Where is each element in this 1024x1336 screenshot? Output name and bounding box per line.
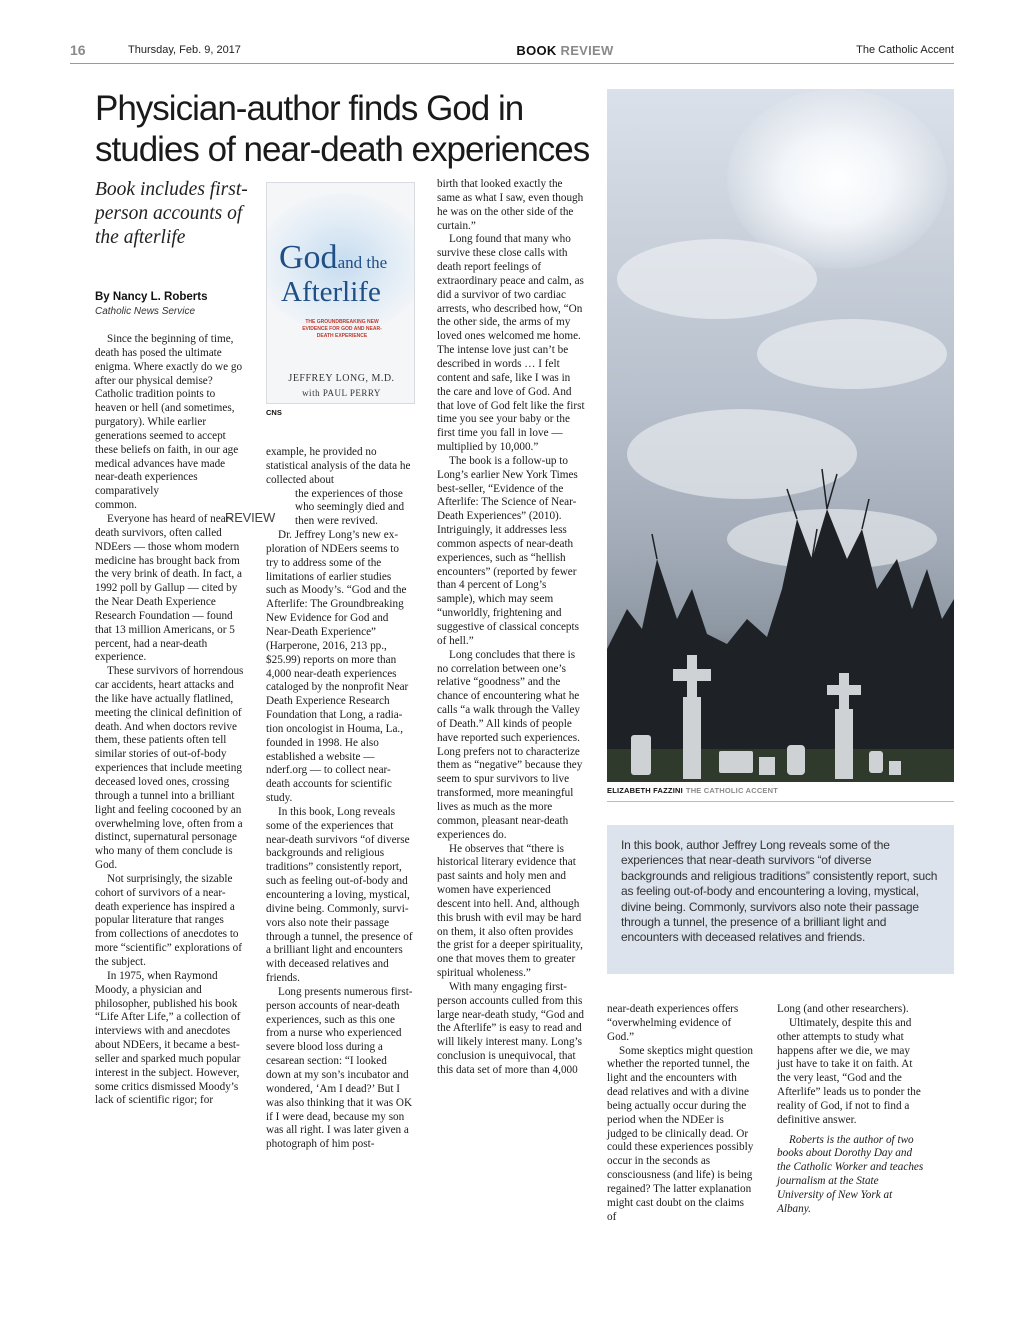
- pull-quote-box: In this book, author Jeffrey Long reveals some of the experiences that near-death survivors “of diverse backgrounds and religious traditions” consistently report, such as feeling out-of-body and encountering a loving, mystical, divine being. Commonly, survivors also note their passage through a tunnel, the presence of a brilliant light and encounters with deceased relatives and friends.: [607, 825, 954, 974]
- cover-title-god: God: [279, 239, 338, 276]
- deck: Book includes first-person accounts of the afterlife: [95, 179, 248, 248]
- section-word-review: REVIEW: [560, 43, 614, 58]
- paragraph-wrapped: the experiences of those who seemingly died and then were revived.: [295, 487, 405, 528]
- paragraph: Some skeptics might question whether the reported tunnel, the light and the encounters with dead relatives and with a divine being actually occur during the period when the NDEer is judged to be clinically dead. Or could these experiences possibly occur in the seconds as consciousness (and life) is being regained? The latter explanation might cast doubt on the claims of: [607, 1044, 754, 1223]
- book-cover-image: [266, 182, 415, 404]
- cover-subtitle: THE GROUNDBREAKING NEW EVIDENCE FOR GOD AND NEAR-DEATH EXPERIENCE: [302, 319, 382, 339]
- paragraph: Long (and other researchers).: [777, 1003, 909, 1015]
- book-cover-credit: CNS: [266, 408, 282, 417]
- paragraph: The book is a follow-up to Long’s earlier New York Times best-seller, “Evidence of the Afterlife: The Science of Near-Death Experiences” (2010). Intriguingly, it addresses less common aspects of near-death experiences, such as “hellish encounters” (reported by fewer than 4 percent of Long’s sample), which may seem “unworldly, frightening and suggestive of classical concepts of hell.”: [437, 454, 579, 647]
- section-title: [480, 43, 650, 58]
- byline-agency: Catholic News Service: [95, 306, 196, 317]
- paragraph: birth that looked exactly the same as what I saw, even though he was on the other side of the curtain.”: [437, 178, 584, 232]
- paragraph: Long concludes that there is no correlation between one’s relative “goodness” and the chance of encountering what he calls “a walk through the Valley of Death.” All kinds of people have reported such experiences. Long prefers not to characterize them as “negative” because they seem to spur survivors to live transformed, more meaningful lives as much as the more common, pleasant near-death experiences do.: [437, 648, 583, 841]
- cover-title-line1: [279, 241, 387, 280]
- paragraph: In this book, Long reveals some of the experiences that near-death survivors “of diverse backgrounds and religious traditions” consistently report, such as feeling out-of-body and encountering a loving, mystical, divine being. Commonly, survivors also note their passage through a tunnel, the presence of a brilliant light and encounters with deceased relatives and friends.: [266, 805, 413, 985]
- page-number: 16: [70, 42, 86, 58]
- paragraph: example, he provided no statistical analysis of the data he collected about: [266, 446, 411, 486]
- headline: Physician-author finds God in studies of near-death experiences: [95, 89, 590, 169]
- page-header: [70, 42, 954, 64]
- divider: [607, 801, 954, 802]
- cemetery-sky-photo: [607, 89, 954, 782]
- article-column-4: [607, 1003, 755, 1225]
- paragraph: Not surprisingly, the sizable cohort of survivors of a near-death experience has inspired a popular literature that ranges from collections of anecdotes to more “scientific” explorations of the subject.: [95, 872, 242, 968]
- byline: By Nancy L. Roberts: [95, 291, 208, 303]
- author-tagline: Roberts is the author of two books about Dorothy Day and the Catholic Worker and teaches journalism at the State University of New York at Albany.: [777, 1133, 924, 1215]
- cover-title-and-the: and the: [337, 253, 388, 272]
- publication-name: The Catholic Accent: [856, 44, 954, 56]
- paragraph: Dr. Jeffrey Long’s new exploration of NDEers seems to try to address some of the limitations of earlier studies such as Moody’s. “God and the Afterlife: The Groundbreaking New Evidence for God and Near-Death Experience” (Harperone, 2016, 213 pp., $25.99) reports on more than 4,000 near-death experiences cataloged by the nonprofit Near Death Experience Research Foundation that Long, a radiation oncologist in Houma, La., founded in 1998. He also established a website — nderf.org — to collect near-death accounts for scientific study.: [266, 529, 409, 805]
- section-word-book: BOOK: [516, 43, 557, 58]
- article-column-2: [266, 446, 414, 1152]
- tree-line: [607, 509, 954, 782]
- paragraph: Long found that many who survive these close calls with death report feelings of extraordinary peace and calm, as did a survivor of two cardiac arrests, who described how, “On the other side, the arms of my loved ones welcomed me home. The intense love just can’t be described in words … I felt content and safe, like I was in the care and love of God. And that love of God felt like the first time you see your baby or the first time you fall in love — multiplied by 10,000.”: [437, 233, 585, 454]
- paragraph: Everyone has heard of near-death survivors, often called NDEers — those whom modern medicine has brought back from the very brink of death. In fact, a 1992 poll by Gallup — cited by the Near Death Experience Research Foundation — found that 13 million Americans, or 5 percent, had a near-death experience.: [95, 512, 242, 664]
- grass: [607, 749, 954, 782]
- issue-date: Thursday, Feb. 9, 2017: [128, 44, 241, 56]
- cover-author: JEFFREY LONG, M.D.: [288, 373, 395, 384]
- paragraph: Since the beginning of time, death has posed the ultimate enigma. Where exactly do we go after our physical demise? Catholic tradition points to heaven or hell (and sometimes, purgatory). While earlier generations seemed to accept these beliefs on faith, in our age medical advances have made: [95, 333, 243, 470]
- paragraph-wrapped: near-death experiences comparatively common.: [95, 471, 198, 512]
- review-label: REVIEW: [225, 510, 276, 525]
- article-column-5: [777, 1003, 927, 1217]
- paragraph: He observes that “there is historical literary evidence that past saints and holy men and women have experienced descent into hell. And, although this brush with evil may be hard on them, it also often provides the grist for a deeper spirituality, one that moves them to greater spiritual wholeness.”: [437, 842, 583, 980]
- paragraph: With many engaging first-person accounts culled from this large near-death study, “God and the Afterlife” is easy to read and will likely interest many. Long’s conclusion is unequivocal, that this data set of more than 4,000: [437, 980, 585, 1076]
- photographer: ELIZABETH FAZZINI: [607, 786, 683, 795]
- article-column-1: [95, 333, 245, 1108]
- paragraph: Ultimately, despite this and other attempts to study what happens after we die, we may just have to take it on faith. At the very least, “God and the Afterlife” leads us to ponder the reality of God, if not to find a definitive answer.: [777, 1016, 921, 1126]
- paragraph: These survivors of horrendous car accidents, heart attacks and the like have actually flatlined, meeting the clinical definition of death. And when doctors revive them, these patients often tell similar stories of out-of-body experiences that include meeting deceased loved ones, crossing through a tunnel into a brilliant light and feeling cocooned by an overwhelming love, often from a distinct, supernatural personage who many of them conclude is God.: [95, 665, 244, 872]
- paragraph: near-death experiences offers “overwhelming evidence of God.”: [607, 1003, 739, 1043]
- cemetery-silhouette: [607, 89, 954, 782]
- article-column-3: [437, 178, 585, 1078]
- cover-title-afterlife: Afterlife: [281, 276, 381, 308]
- photo-credit: [607, 786, 778, 795]
- paragraph: In 1975, when Raymond Moody, a physician and philosopher, published his book “Life After Life,” a collection of interviews with and anecdotes about NDEers, it became a best-seller and sparked much popular interest in the subject. However, some critics dismissed Moody’s lack of scientific rigor; for: [95, 969, 241, 1107]
- photo-organization: THE CATHOLIC ACCENT: [685, 786, 779, 795]
- paragraph: Long presents numerous first-person accounts of near-death experiences, such as this one from a nurse who experienced severe blood loss during a cesarean section: “I looked down at my son’s incubator and wondered, ‘Am I dead?’ But I was also thinking that it was OK if I were dead, because my son was all right. I was later given a photograph of him post-: [266, 985, 413, 1151]
- cover-coauthor: with PAUL PERRY: [302, 388, 381, 398]
